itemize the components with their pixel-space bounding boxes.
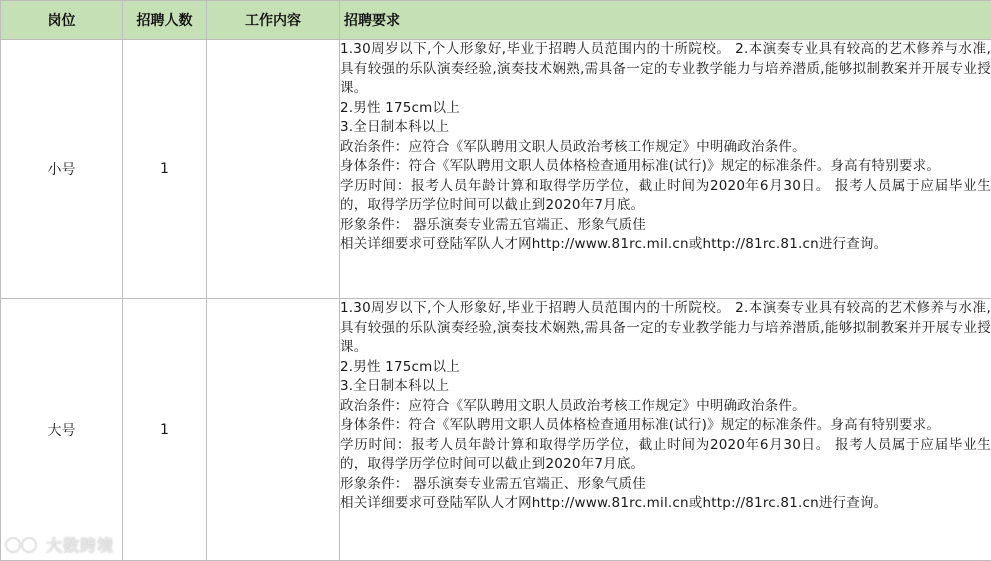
header-work[interactable]: 工作内容 [207, 1, 340, 40]
requirement-line: 身体条件：符合《军队聘用文职人员体格检查通用标准(试行)》规定的标准条件。身高有特别要求。 [340, 416, 991, 436]
header-row [1, 1, 991, 40]
cell-count[interactable]: 1 [123, 299, 207, 561]
cell-count[interactable]: 1 [123, 40, 207, 299]
requirement-line: 1.30周岁以下,个人形象好,毕业于招聘人员范围内的十所院校。 2.本演奏专业具有较高的艺术修养与水准,具有较强的乐队演奏经验,演奏技术娴熟,需具备一定的专业教学能力与培养潜质,能够拟制教案并开展专业授课。 [340, 299, 991, 358]
watermark [2, 533, 114, 556]
table-row [1, 299, 991, 561]
requirement-line: 2.男性 175cm以上 [340, 99, 991, 119]
requirement-line: 3.全日制本科以上 [340, 377, 991, 397]
requirement-line: 相关详细要求可登陆军队人才网http://www.81rc.mil.cn或http://81rc.81.cn进行查询。 [340, 235, 991, 255]
requirement-line: 形象条件： 器乐演奏专业需五官端正、形象气质佳 [340, 216, 991, 236]
requirement-line: 形象条件： 器乐演奏专业需五官端正、形象气质佳 [340, 475, 991, 495]
cell-position[interactable]: 小号 [1, 40, 123, 299]
requirement-line: 身体条件：符合《军队聘用文职人员体格检查通用标准(试行)》规定的标准条件。身高有特别要求。 [340, 157, 991, 177]
brand-logo-icon [2, 534, 42, 556]
requirement-line: 3.全日制本科以上 [340, 118, 991, 138]
requirement-line: 政治条件：应符合《军队聘用文职人员政治考核工作规定》中明确政治条件。 [340, 397, 991, 417]
cell-work[interactable] [207, 299, 340, 561]
cell-requirements[interactable] [340, 299, 991, 561]
watermark-text: 大数跨境 [46, 533, 114, 556]
header-position[interactable]: 岗位 [1, 1, 123, 40]
table-row [1, 40, 991, 299]
requirement-line: 相关详细要求可登陆军队人才网http://www.81rc.mil.cn或http://81rc.81.cn进行查询。 [340, 494, 991, 514]
requirement-line: 学历时间：报考人员年龄计算和取得学历学位，截止时间为2020年6月30日。 报考人员属于应届毕业生的，取得学历学位时间可以截止到2020年7月底。 [340, 436, 991, 475]
header-count[interactable]: 招聘人数 [123, 1, 207, 40]
header-requirements[interactable]: 招聘要求 [340, 1, 991, 40]
requirement-line: 1.30周岁以下,个人形象好,毕业于招聘人员范围内的十所院校。 2.本演奏专业具有较高的艺术修养与水准,具有较强的乐队演奏经验,演奏技术娴熟,需具备一定的专业教学能力与培养潜质,能够拟制教案并开展专业授课。 [340, 40, 991, 99]
requirement-line: 学历时间：报考人员年龄计算和取得学历学位，截止时间为2020年6月30日。 报考人员属于应届毕业生的，取得学历学位时间可以截止到2020年7月底。 [340, 177, 991, 216]
cell-position[interactable]: 大号 [1, 299, 123, 561]
requirement-line: 2.男性 175cm以上 [340, 358, 991, 378]
cell-requirements[interactable] [340, 40, 991, 299]
requirement-line: 政治条件：应符合《军队聘用文职人员政治考核工作规定》中明确政治条件。 [340, 138, 991, 158]
cell-work[interactable] [207, 40, 340, 299]
